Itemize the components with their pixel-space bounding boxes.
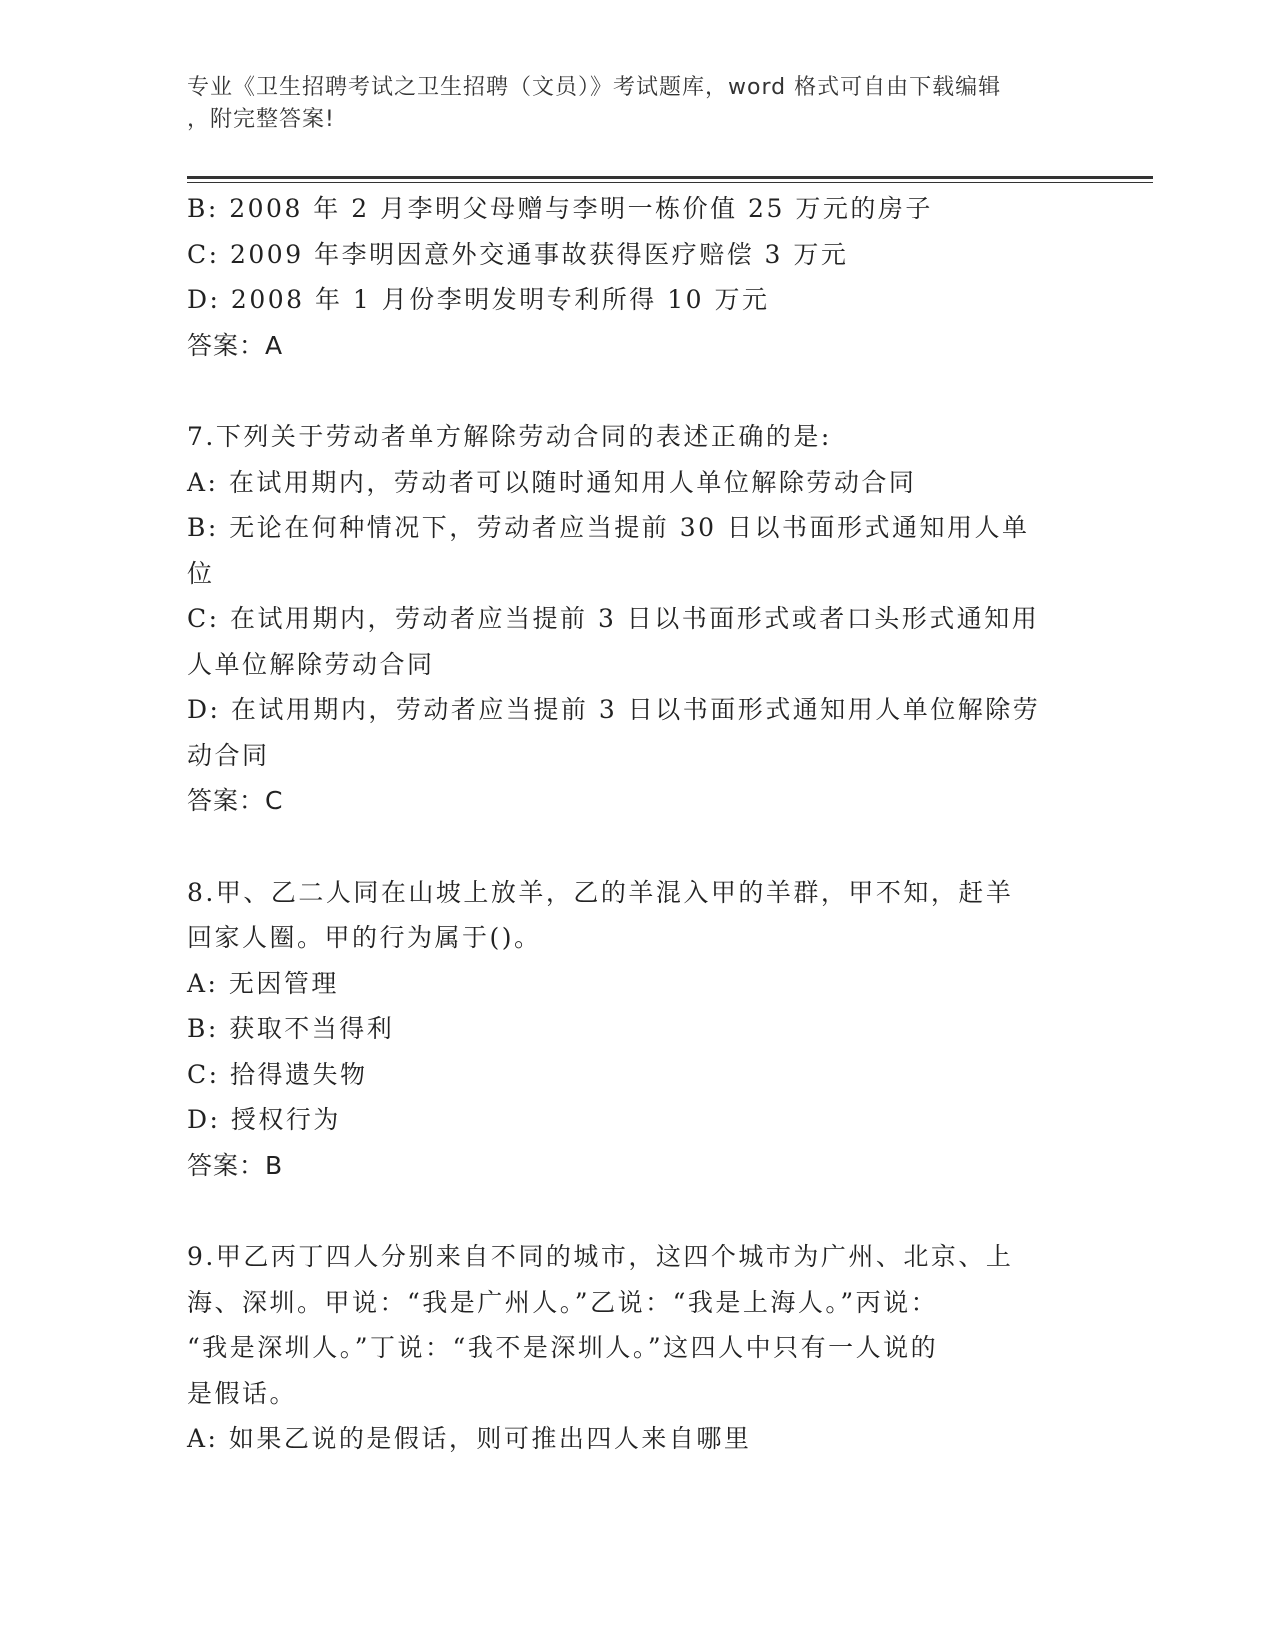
header-line-2: ，附完整答案! — [187, 107, 335, 132]
question-8 — [187, 870, 1067, 1189]
option-b: B: 无论在何种情况下，劳动者应当提前 30 日以书面形式通知用人单 — [187, 513, 1030, 542]
answer: 答案：B — [187, 1150, 284, 1180]
option-b: B: 2008 年 2 月李明父母赠与李明一栋价值 25 万元的房子 — [187, 194, 933, 223]
answer: 答案：A — [187, 330, 284, 360]
question-stem-continued: “我是深圳人。”丁说：“我不是深圳人。”这四人中只有一人说的 — [187, 1333, 939, 1362]
question-9 — [187, 1234, 1067, 1462]
option-c: C: 2009 年李明因意外交通事故获得医疗赔偿 3 万元 — [187, 239, 849, 269]
option-d: D: 2008 年 1 月份李明发明专利所得 10 万元 — [187, 285, 770, 314]
document-body — [187, 186, 1067, 1462]
option-a: A: 如果乙说的是假话，则可推出四人来自哪里 — [187, 1424, 752, 1453]
document-header — [187, 72, 1087, 136]
question-6-tail — [187, 186, 1067, 368]
answer: 答案：C — [187, 786, 284, 815]
option-b: B: 获取不当得利 — [187, 1014, 395, 1043]
spacer — [187, 1188, 1067, 1234]
option-c: C: 在试用期内，劳动者应当提前 3 日以书面形式或者口头形式通知用 — [187, 604, 1040, 633]
option-b-continued: 位 — [187, 558, 215, 588]
question-stem-continued: 海、深圳。甲说：“我是广州人。”乙说：“我是上海人。”丙说： — [187, 1287, 939, 1317]
question-stem-continued: 是假话。 — [187, 1378, 298, 1408]
question-stem: 8.甲、乙二人同在山坡上放羊，乙的羊混入甲的羊群，甲不知，赶羊 — [187, 877, 1014, 907]
spacer — [187, 368, 1067, 414]
question-stem-continued: 回家人圈。甲的行为属于()。 — [187, 923, 542, 952]
option-d: D: 授权行为 — [187, 1105, 341, 1134]
option-d-continued: 动合同 — [187, 740, 270, 770]
option-a: A: 无因管理 — [187, 968, 339, 998]
option-a: A: 在试用期内，劳动者可以随时通知用人单位解除劳动合同 — [187, 467, 917, 497]
question-stem: 7.下列关于劳动者单方解除劳动合同的表述正确的是: — [187, 422, 832, 451]
option-d: D: 在试用期内，劳动者应当提前 3 日以书面形式通知用人单位解除劳 — [187, 695, 1041, 724]
header-line-1: 专业《卫生招聘考试之卫生招聘（文员）》考试题库，word 格式可自由下载编辑 — [187, 75, 1002, 100]
header-rule-thin — [187, 182, 1153, 183]
option-c: C: 拾得遗失物 — [187, 1059, 368, 1089]
option-c-continued: 人单位解除劳动合同 — [187, 649, 435, 679]
header-rule-thick — [187, 176, 1153, 179]
question-stem: 9.甲乙丙丁四人分别来自不同的城市，这四个城市为广州、北京、上 — [187, 1242, 1014, 1271]
question-7 — [187, 414, 1067, 824]
spacer — [187, 824, 1067, 870]
